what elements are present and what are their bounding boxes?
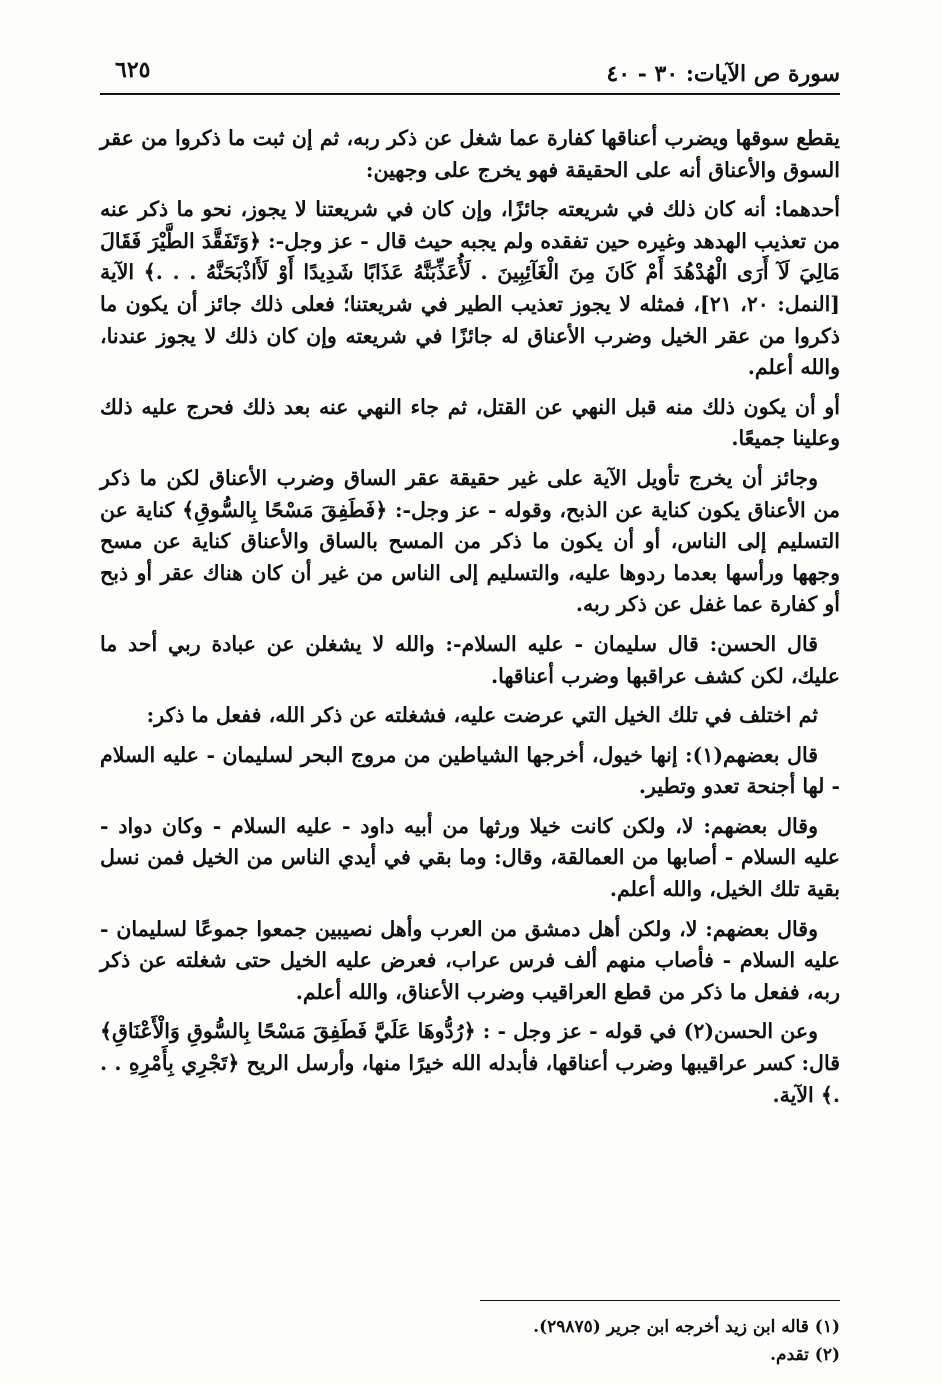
paragraph: وعن الحسن(٢) في قوله - عز وجل - : ﴿رُدُّوهَا عَلَيَّ فَطَفِقَ مَسْحًا بِالسُّوقِ وَالْأَعْنَاقِ﴾ قال: كسر عراقيبها وضرب أعناقها، فأبدله الله خيرًا منها، وأرسل الريح ﴿تَجْرِي بِأَمْرِهِ . . .﴾ الآية. — [100, 1019, 840, 1107]
footnote: (٢) تقدم. — [770, 1345, 840, 1365]
paragraph: وقال بعضهم: لا، ولكن أهل دمشق من العرب وأهل نصيبين جمعوا جموعًا لسليمان - عليه السلام - فأصاب منهم ألف فرس عراب، فعرض عليه الخيل حتى شغلته عن ذكر ربه، ففعل ما ذكر من قطع العراقيب وضرب الأعناق، والله أعلم. — [100, 916, 840, 1004]
paragraph: ثم اختلف في تلك الخيل التي عرضت عليه، فشغلته عن ذكر الله، ففعل ما ذكر: — [146, 703, 818, 728]
paragraph: أحدهما: أنه كان ذلك في شريعته جائزًا، وإن كان في شريعتنا لا يجوز، نحو ما ذكر عنه من تعذيب الهدهد وغيره حين تفقده ولم يجبه حيث قال - عز وجل-: ﴿وَتَفَقَّدَ الطَّيْرَ فَقَالَ مَالِيَ لَآ أَرَى الْهُدْهُدَ أَمْ كَانَ مِنَ الْغَآئِبِينَ . لَأُعَذِّبَنَّهُ عَذَابًا شَدِيدًا أَوْ لَأَاذْبَحَنَّهُ . . .﴾ الآية [النمل: ٢٠، ٢١]، فمثله لا يجوز تعذيب الطير في شريعتنا؛ فعلى ذلك جائز أن يكون ما ذكروا من عقر الخيل وضرب الأعناق له جائزًا في شريعته وإن كان ذلك لا يجوز عندنا، والله أعلم. — [100, 197, 840, 380]
header-rule — [100, 93, 840, 95]
footnotes — [100, 1313, 840, 1369]
footnote: (١) قاله ابن زيد أخرجه ابن جرير (٢٩٨٧٥). — [533, 1317, 840, 1337]
running-header — [100, 55, 840, 91]
paragraph: وقال بعضهم: لا، ولكن كانت خيلا ورثها من أبيه داود - عليه السلام - وكان دواد - عليه السلام - أصابها من العمالقة، وقال: وما بقي في أيدي الناس من الخيل فمن نسل بقية تلك الخيل، والله أعلم. — [100, 813, 840, 902]
paragraph: قال الحسن: قال سليمان - عليه السلام-: والله لا يشغلن عن عبادة ربي أحد ما عليك، لكن كشف عراقبها وضرب أعناقها. — [100, 631, 840, 688]
paragraph: قال بعضهم(١): إنها خيول، أخرجها الشياطين من مروج البحر لسليمان - عليه السلام - لها أجنحة تعدو وتطير. — [100, 742, 840, 799]
footnote-rule — [480, 1300, 840, 1301]
page — [100, 55, 840, 1365]
paragraph: يقطع سوقها ويضرب أعناقها كفارة عما شغل عن ذكر ربه، ثم إن ثبت ما ذكروا من عقر السوق والأعناق أنه على الحقيقة فهو يخرج على وجهين: — [100, 126, 840, 182]
header-title: سورة ص الآيات: ٣٠ - ٤٠ — [606, 61, 840, 87]
paragraph: وجائز أن يخرج تأويل الآية على غير حقيقة عقر الساق وضرب الأعناق لكن ما ذكر من الأعناق يكون كناية عن الذبح، وقوله - عز وجل-: ﴿فَطَفِقَ مَسْحًا بِالسُّوقِ﴾ كناية عن التسليم إلى الناس، أو أن يكون ما ذكر من المسح بالساق والأعناق كناية عن مسح وجهها ورأسها بعدما ردوها عليه، والتسليم إلى الناس من غير أن كان هناك عقر أو ذبح أو كفارة عما غفل عن ذكر ربه. — [100, 465, 840, 617]
paragraph: أو أن يكون ذلك منه قبل النهي عن القتل، ثم جاء النهي عنه بعد ذلك فحرج عليه ذلك وعلينا جميعًا. — [100, 394, 840, 451]
page-number: ٦٢٥ — [115, 57, 151, 83]
main-text — [100, 123, 840, 1119]
